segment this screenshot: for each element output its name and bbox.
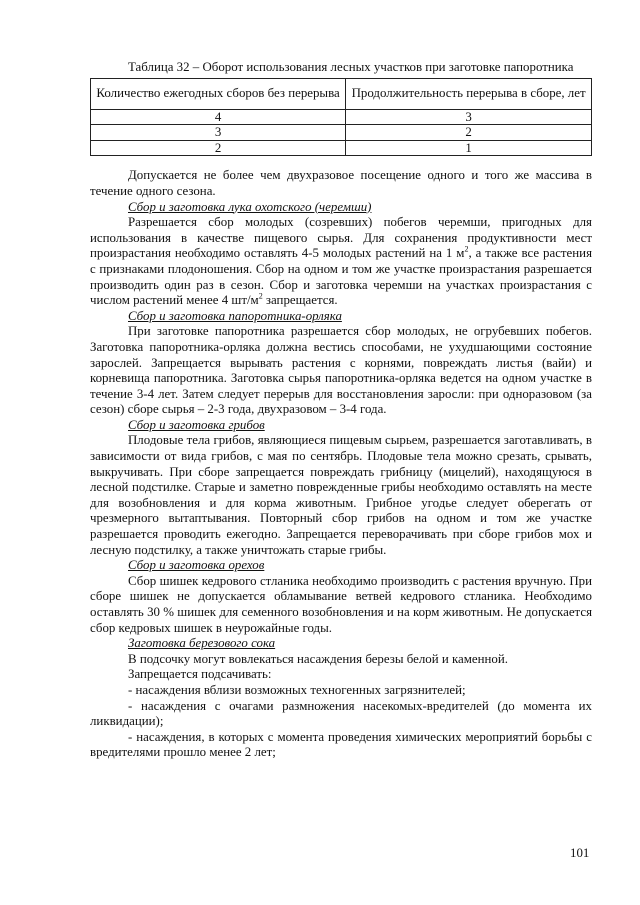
table-row — [91, 125, 592, 141]
birch-sap-paragraph: В подсочку могут вовлекаться насаждения березы белой и каменной. — [128, 651, 508, 666]
nuts-paragraph: Сбор шишек кедрового стланика необходимо производить с растения вручную. При сборе шишек не допускается обламывание ветвей кедрового стланика. Необходимо оставлять 30 % шишек для семенного возобновления и на корм животным. Не допускается сбор кедровых шишек в неурожайные годы. — [90, 573, 592, 635]
list-item: - насаждения вблизи возможных техногенных загрязнителей; — [128, 682, 466, 697]
section-heading-ramson: Сбор и заготовка лука охотского (черемши) — [128, 199, 372, 214]
section-heading-mushrooms: Сбор и заготовка грибов — [128, 417, 265, 432]
list-item: - насаждения, в которых с момента проведения химических мероприятий борьбы с вредителями прошло менее 2 лет; — [90, 729, 592, 760]
intro-paragraph: Допускается не более чем двухразовое посещение одного и того же массива в течение одного сезона. — [90, 168, 592, 198]
table-header-cell: Количество ежегодных сборов без перерыва — [91, 78, 346, 109]
table-cell: 2 — [91, 140, 346, 156]
table-caption: Таблица 32 – Оборот использования лесных участков при заготовке папоротника — [128, 60, 574, 74]
table-cell: 2 — [346, 125, 592, 141]
section-heading-nuts: Сбор и заготовка орехов — [128, 558, 265, 573]
table-cell: 4 — [91, 109, 346, 125]
list-item: - насаждения с очагами размножения насекомых-вредителей (до момента их ликвидации); — [90, 698, 592, 729]
page-content — [90, 60, 592, 761]
table-cell: 1 — [346, 140, 592, 156]
table-cell: 3 — [91, 125, 346, 141]
section-heading-birch-sap: Заготовка березового сока — [128, 636, 276, 651]
ramson-paragraph: Разрешается сбор молодых (созревших) побегов черемши, пригодных для использования в качестве пищевого сырья. Для сохранения продуктивности мест произрастания необходимо оставлять 4-5 молодых растений на 1 $м^2$, а также все растения с признаками плодоношения. Сбор на одном и том же участке произрастания разрешается производить один раз в сезон. Сбор и заготовка черемши на участках произрастания с числом растений менее 4 $шт/м^2$ запрещается. — [90, 215, 592, 308]
fern-paragraph: При заготовке папоротника разрешается сбор молодых, не огрубевших побегов. Заготовка папоротника-орляка должна вестись способами, не ухудшающими состояние зарослей. Запрещается вырывать растения с корнями, повреждать листья (вайи) и корневища папоротника. Заготовка сырья папоротника-орляка ведется на одном участке в течение 3-4 лет. Затем следует перерыв для восстановления заросли: при одноразовом (за сезон) сборе сырья – 2-3 года, двухразовом – 3-4 года. — [90, 324, 592, 417]
rotation-table — [90, 78, 592, 157]
table-cell: 3 — [346, 109, 592, 125]
mushrooms-paragraph: Плодовые тела грибов, являющиеся пищевым сырьем, разрешается заготавливать, в зависимости от вида грибов, с мая по сентябрь. Плодовые тела можно срезать, срывать, выкручивать. При сборе запрещается повреждать грибницу (мицелий), находящуюся в лесной подстилке. Старые и заметно поврежденные грибы необходимо оставлять на месте для возобновления и для корма животным. Грибное угодье следует оберегать от чрезмерного вытаптывания. Повторный сбор грибов на одном и том же участке разрешается проводить ежегодно. Запрещается переворачивать при сборе грибов мох и лесную подстилку, а также уничтожать старые грибы. — [90, 433, 592, 557]
table-row — [91, 109, 592, 125]
table-header-cell: Продолжительность перерыва в сборе, лет — [346, 78, 592, 109]
section-heading-fern: Сбор и заготовка папоротника-орляка — [128, 308, 342, 323]
birch-sap-prohibition: Запрещается подсачивать: — [128, 667, 272, 682]
table-row — [91, 140, 592, 156]
page-number: 101 — [570, 846, 590, 860]
